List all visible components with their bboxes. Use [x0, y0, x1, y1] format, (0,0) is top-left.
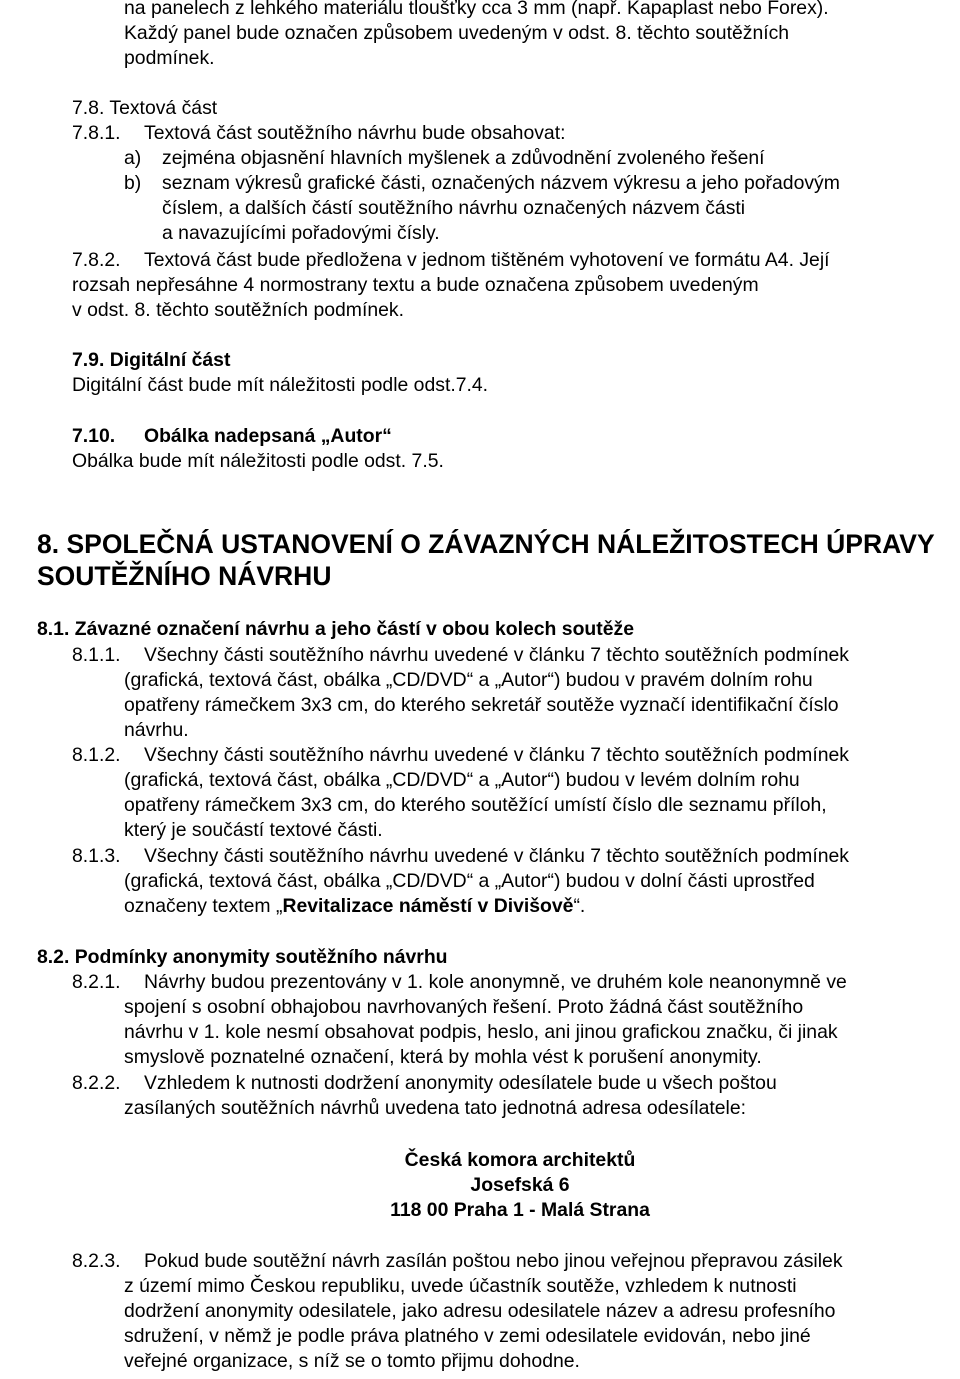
address-line-2: Josefská 6	[470, 1174, 570, 1196]
text-line: (grafická, textová část, obálka „CD/DVD“ a „Autor“) budou v dolní části uprostřed	[124, 870, 815, 892]
text-fragment: “.	[573, 895, 586, 917]
text-line: Všechny části soutěžního návrhu uvedené v článku 7 těchto soutěžních podmínek	[144, 845, 849, 867]
section-heading-7-9: 7.9. Digitální část	[72, 349, 231, 371]
section-heading-8-2: 8.2. Podmínky anonymity soutěžního návrhu	[37, 946, 448, 968]
chapter-heading-8-cont: SOUTĚŽNÍHO NÁVRHU	[37, 561, 332, 591]
text-line: zejména objasnění hlavních myšlenek a zdůvodnění zvoleného řešení	[162, 147, 765, 169]
text-line: opatřeny rámečkem 3x3 cm, do kterého soutěžící umístí číslo dle seznamu příloh,	[124, 794, 827, 816]
text-line: číslem, a dalších částí soutěžního návrhu označených názvem části	[162, 197, 746, 219]
address-line-3: 118 00 Praha 1 - Malá Strana	[390, 1199, 650, 1221]
paragraph-8-2-2	[72, 1071, 777, 1096]
list-item-b	[124, 171, 840, 196]
list-item-a	[124, 146, 765, 171]
text-line: Obálka bude mít náležitosti podle odst. 7.5.	[72, 450, 444, 472]
paragraph-number: 7.8.2.	[72, 249, 121, 271]
text-fragment: označeny textem „	[124, 895, 283, 917]
text-line-with-emphasis	[124, 894, 585, 919]
text-line: sdružení, v němž je podle práva platného v zemi odesilatele evidován, nebo jiné	[124, 1325, 811, 1347]
text-line: na panelech z lehkého materiálu tloušťky cca 3 mm (např. Kapaplast nebo Forex).	[124, 0, 829, 19]
text-line: spojení s osobní obhajobou navrhovaných řešení. Proto žádná část soutěžního	[124, 996, 804, 1018]
paragraph-number: 8.2.1.	[72, 971, 121, 993]
text-line: Digitální část bude mít náležitosti podle odst.7.4.	[72, 374, 489, 396]
paragraph-8-2-3	[72, 1249, 843, 1274]
text-line: seznam výkresů grafické části, označených názvem výkresu a jeho pořadovým	[162, 172, 840, 194]
heading-text: Obálka nadepsaná „Autor“	[144, 425, 392, 447]
text-line: (grafická, textová část, obálka „CD/DVD“ a „Autor“) budou v pravém dolním rohu	[124, 669, 813, 691]
list-label: b)	[124, 172, 142, 194]
paragraph-number: 7.8.1.	[72, 122, 121, 144]
text-line: podmínek.	[124, 47, 215, 69]
project-name: Revitalizace náměstí v Divišově	[282, 895, 574, 917]
text-line: Každý panel bude označen způsobem uvedeným v odst. 8. těchto soutěžních	[124, 22, 790, 44]
text-line: návrhu v 1. kole nesmí obsahovat podpis, heslo, ani jinou grafickou značku, či jinak	[124, 1021, 838, 1043]
paragraph-7-8-1	[72, 121, 566, 146]
text-line: (grafická, textová část, obálka „CD/DVD“ a „Autor“) budou v levém dolním rohu	[124, 769, 800, 791]
text-line: Vzhledem k nutnosti dodržení anonymity odesílatele bude u všech poštou	[144, 1072, 777, 1094]
chapter-heading-8: 8. SPOLEČNÁ USTANOVENÍ O ZÁVAZNÝCH NÁLEŽITOSTECH ÚPRAVY	[37, 529, 935, 559]
section-heading-8-1: 8.1. Závazné označení návrhu a jeho částí v obou kolech soutěže	[37, 618, 634, 640]
text-line: opatřeny rámečkem 3x3 cm, do kterého sekretář soutěže vyznačí identifikační číslo	[124, 694, 839, 716]
paragraph-8-1-2	[72, 743, 849, 768]
paragraph-8-1-1	[72, 643, 849, 668]
paragraph-number: 8.2.3.	[72, 1250, 121, 1272]
text-line: smyslově poznatelné označení, která by mohla vést k porušení anonymity.	[124, 1046, 762, 1068]
text-line: návrhu.	[124, 719, 189, 741]
text-line: který je součástí textové části.	[124, 819, 383, 841]
text-line: z území mimo Českou republiku, uvede účastník soutěže, vzhledem k nutnosti	[124, 1275, 797, 1297]
text-line: dodržení anonymity odesilatele, jako adresu odesilatele název a adresu profesního	[124, 1300, 836, 1322]
paragraph-number: 8.2.2.	[72, 1072, 121, 1094]
text-line: rozsah nepřesáhne 4 normostrany textu a bude označena způsobem uvedeným	[72, 274, 759, 296]
text-line: veřejné organizace, s níž se o tomto přijmu dohodne.	[124, 1350, 580, 1372]
text-line: Pokud bude soutěžní návrh zasílán poštou nebo jinou veřejnou přepravou zásilek	[144, 1250, 843, 1272]
list-label: a)	[124, 147, 142, 169]
paragraph-number: 7.10.	[72, 425, 116, 447]
text-line: Návrhy budou prezentovány v 1. kole anonymně, ve druhém kole neanonymně ve	[144, 971, 847, 993]
paragraph-number: 8.1.1.	[72, 644, 121, 666]
text-line: Všechny části soutěžního návrhu uvedené v článku 7 těchto soutěžních podmínek	[144, 744, 849, 766]
paragraph-7-8-2	[72, 248, 830, 273]
text-line: a navazujícími pořadovými čísly.	[162, 222, 440, 244]
paragraph-number: 8.1.3.	[72, 845, 121, 867]
text-line: Textová část soutěžního návrhu bude obsahovat:	[144, 122, 566, 144]
section-heading-7-10	[72, 424, 392, 449]
text-line: Všechny části soutěžního návrhu uvedené v článku 7 těchto soutěžních podmínek	[144, 644, 849, 666]
address-line-1: Česká komora architektů	[404, 1149, 636, 1171]
paragraph-number: 8.1.2.	[72, 744, 121, 766]
paragraph-8-2-1	[72, 970, 847, 995]
text-line: zasílaných soutěžních návrhů uvedena tato jednotná adresa odesílatele:	[124, 1097, 747, 1119]
text-line: v odst. 8. těchto soutěžních podmínek.	[72, 299, 404, 321]
paragraph-8-1-3	[72, 844, 849, 869]
section-heading-7-8: 7.8. Textová část	[72, 97, 218, 119]
text-line: Textová část bude předložena v jednom tištěném vyhotovení ve formátu A4. Její	[144, 249, 830, 271]
